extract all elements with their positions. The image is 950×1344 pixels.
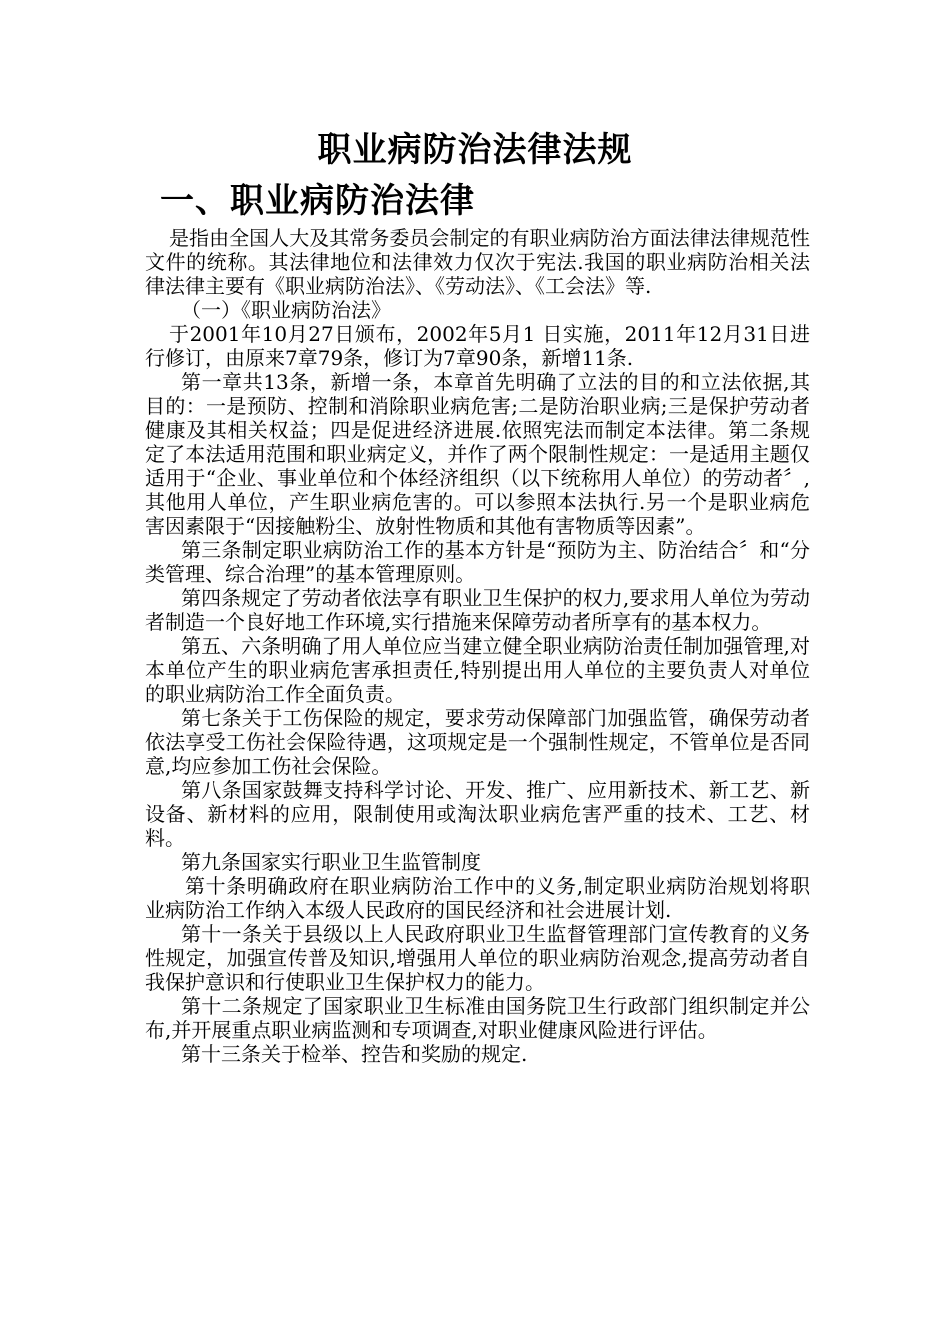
paragraph-article-seven: 第七条关于工伤保险的规定，要求劳动保障部门加强监管，确保劳动者依法享受工伤社会保险待遇，这项规定是一个强制性规定，不管单位是否同意,均应参加工伤社会保险。 — [145, 706, 810, 778]
paragraph-article-four: 第四条规定了劳动者依法享有职业卫生保护的权力,要求用人单位为劳动者制造一个良好地工作环境,实行措施来保障劳动者所享有的基本权力。 — [145, 586, 810, 634]
paragraph-article-thirteen: 第十三条关于检举、控告和奖励的规定. — [181, 1042, 528, 1066]
document-body — [145, 226, 810, 1066]
paragraph-chapter-one: 第一章共13条，新增一条，本章首先明确了立法的目的和立法依据,其目的：一是预防、控制和消除职业病危害;二是防治职业病;三是保护劳动者健康及其相关权益；四是促进经济进展.依照宪法而制定本法律。第二条规定了本法适用范围和职业病定义，并作了两个限制性规定：一是适用主题仅适用于“企业、事业单位和个体经济组织（以下统称用人单位）的劳动者〞,其他用人单位，产生职业病危害的。可以参照本法执行.另一个是职业病危害因素限于“因接触粉尘、放射性物质和其他有害物质等因素”。 — [145, 370, 810, 538]
paragraph-article-eight: 第八条国家鼓舞支持科学讨论、开发、推广、应用新技术、新工艺、新设备、新材料的应用，限制使用或淘汰职业病危害严重的技术、工艺、材料。 — [145, 778, 810, 850]
document-title: 职业病防治法律法规 — [317, 130, 633, 170]
paragraph-article-ten: 第十条明确政府在职业病防治工作中的义务,制定职业病防治规划将职业病防治工作纳入本级人民政府的国民经济和社会进展计划. — [145, 874, 810, 922]
paragraph-article-eleven: 第十一条关于县级以上人民政府职业卫生监督管理部门宣传教育的义务性规定，加强宣传普及知识,增强用人单位的职业病防治观念,提高劳动者自我保护意识和行使职业卫生保护权力的能力。 — [145, 922, 810, 994]
paragraph-promulgation: 于2001年10月27日颁布，2002年5月1 日实施，2011年12月31日进行修订，由原来7章79条，修订为7章90条，新增11条. — [145, 322, 810, 370]
paragraph-definition: 是指由全国人大及其常务委员会制定的有职业病防治方面法律法律规范性文件的统称。其法律地位和法律效力仅次于宪法.我国的职业病防治相关法律法律主要有《职业病防治法》、《劳动法》、《工会法》等. — [145, 226, 810, 298]
paragraph-article-three: 第三条制定职业病防治工作的基本方针是“预防为主、防治结合〞和“分类管理、综合治理”的基本管理原则。 — [145, 538, 810, 586]
subsection-heading: （一）《职业病防治法》 — [181, 298, 391, 322]
paragraph-article-twelve: 第十二条规定了国家职业卫生标准由国务院卫生行政部门组织制定并公布,并开展重点职业病监测和专项调查,对职业健康风险进行评估。 — [145, 994, 810, 1042]
paragraph-article-nine: 第九条国家实行职业卫生监管制度 — [181, 850, 481, 874]
section-heading: 一、职业病防治法律 — [160, 181, 475, 221]
paragraph-article-five-six: 第五、六条明确了用人单位应当建立健全职业病防治责任制加强管理,对本单位产生的职业病危害承担责任,特别提出用人单位的主要负责人对单位的职业病防治工作全面负责。 — [145, 634, 810, 706]
